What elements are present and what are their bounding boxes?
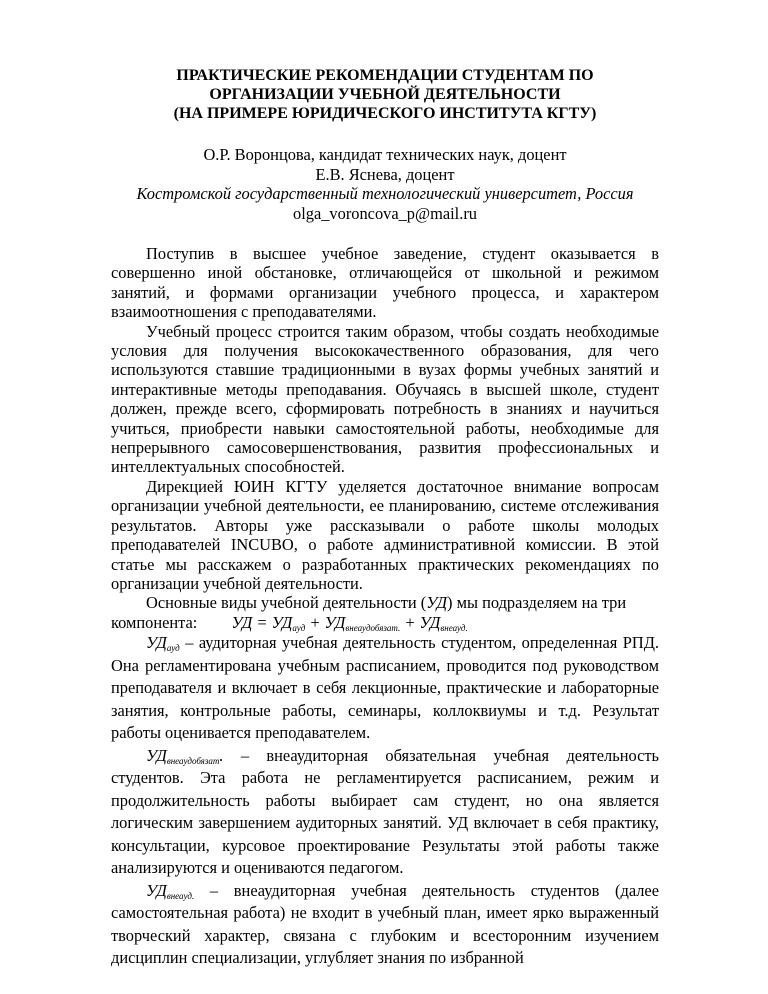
formula-equals: = <box>252 612 272 632</box>
formula-ud-vneaud: УД <box>419 612 441 632</box>
article-body <box>111 244 659 970</box>
paragraph-7-text: – внеаудиторная учебная деятельность студентов (далее самостоятельная работа) не входит в учебный план, имеет ярко выраженный творческий характер, связана с глубоким и всесторонним изучением дисциплин специализации, углубляет знания по избранной <box>111 880 659 968</box>
term-ud-aud-sub: ауд <box>166 643 180 654</box>
paragraph-2: Учебный процесс строится таким образом, чтобы создать необходимые условия для получения высококачественного образования, для чего используются ставшие традиционными в вузах формы учебных занятий и интерактивные методы преподавания. Обучаясь в высшей школе, студент должен, прежде всего, сформировать потребность в знаниях и научиться учиться, приобрести навыки самостоятельной работы, необходимые для непрерывного самосовершенствования, развития профессиональных и интеллектуальных способностей. <box>111 321 659 477</box>
paragraph-4-start: Основные виды учебной деятельности ( <box>146 593 427 613</box>
term-ud-obyaz-sub: внеаудобязат <box>166 755 220 766</box>
term-ud-aud-main: УД <box>146 633 167 653</box>
term-ud-vneaud-main: УД <box>146 880 167 900</box>
author-block <box>111 145 659 223</box>
paragraph-5-text: – аудиторная учебная деятельность студентом, определенная РПД. Она регламентирована учебным расписанием, проводится под руководством преподавателя и включает в себя лекционные, практические и лабораторные занятия, контрольные работы, семинары, коллоквиумы и т.д. Результат работы оценивается преподавателем. <box>111 633 659 743</box>
formula-plus-2: + <box>400 612 420 632</box>
term-ud-vneaud-sub: внеауд. <box>166 890 195 901</box>
paragraph-1: Поступив в высшее учебное заведение, студент оказывается в совершенно иной обстановке, отличающейся от школьной и режимом занятий, и формами организации учебного процесса, и характером взаимоотношения с преподавателями. <box>111 244 659 322</box>
paragraph-3: Дирекцией ЮИН КГТУ уделяется достаточное внимание вопросам организации учебной деятельности, ее планированию, системе отслеживания результатов. Авторы уже рассказывали о работе школы молодых преподавателей INCUBO, о работе административной комиссии. В этой статье мы расскажем о разработанных практических рекомендациях по организации учебной деятельности. <box>111 476 659 593</box>
formula-plus-1: + <box>305 612 325 632</box>
document-page <box>111 66 659 970</box>
title-line-2: ОРГАНИЗАЦИИ УЧЕБНОЙ ДЕЯТЕЛЬНОСТИ <box>209 86 561 103</box>
formula-sub-aud: ауд <box>292 622 306 633</box>
formula-ud-obyaz: УД <box>324 612 346 632</box>
paragraph-5 <box>111 632 659 745</box>
title-line-3: (НА ПРИМЕРЕ ЮРИДИЧЕСКОГО ИНСТИТУТА КГТУ) <box>173 105 597 122</box>
term-ud-obyaz-dot: . <box>219 745 224 765</box>
formula-ud-aud: УД <box>271 612 293 632</box>
formula-sub-obyaz: внеаудобязат. <box>345 622 401 633</box>
paragraph-6-text: – внеаудиторная обязательная учебная деятельность студентов. Эта работа не регламентируется расписанием, режим и продолжительность работы выбирает сам студент, но она является логическим завершением аудиторных занятий. УД включает в себя практику, консультации, курсовое проектирование Результаты этой работы также анализируются и оцениваются педагогом. <box>111 745 659 878</box>
title-line-1: ПРАКТИЧЕСКИЕ РЕКОМЕНДАЦИИ СТУДЕНТАМ ПО <box>176 67 594 84</box>
paragraph-4-end: ) мы подразделяем на три <box>447 593 627 613</box>
components-label: компонента: <box>111 612 198 632</box>
term-ud-obyaz-main: УД <box>146 745 167 765</box>
paper-title <box>111 66 659 123</box>
formula-sub-vneaud: внеауд. <box>440 622 468 633</box>
author-1: О.Р. Воронцова, кандидат технических наук, доцент <box>203 145 567 164</box>
paragraph-4 <box>111 593 659 612</box>
ud-abbrev: УД <box>426 593 448 613</box>
term-ud-obyaz <box>146 746 223 765</box>
term-ud-aud <box>146 633 180 652</box>
paragraph-7 <box>111 880 659 970</box>
author-email: olga_voroncova_p@mail.ru <box>293 203 477 223</box>
paragraph-6 <box>111 745 659 880</box>
term-ud-vneaud <box>146 881 194 900</box>
affiliation: Костромской государственный технологический университет, Россия <box>136 184 634 203</box>
author-2: Е.В. Яснева, доцент <box>315 164 455 184</box>
formula-ud-total: УД <box>231 612 253 632</box>
formula <box>231 613 467 632</box>
formula-line <box>111 613 659 632</box>
